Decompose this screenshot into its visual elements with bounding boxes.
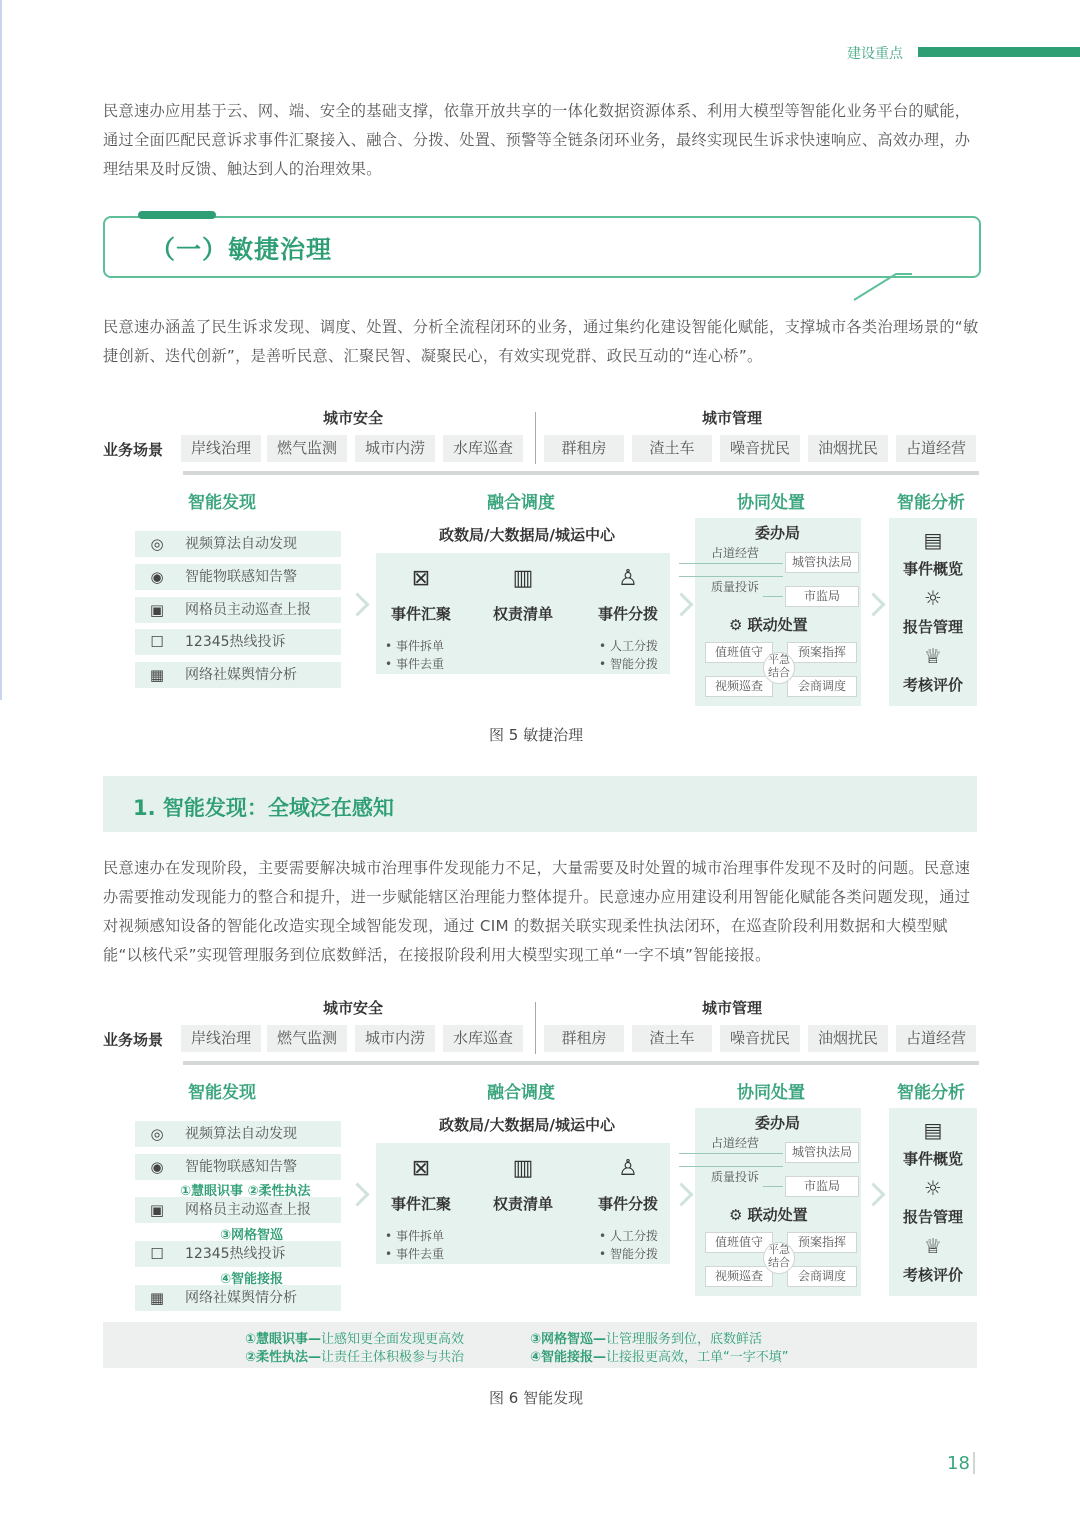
fuse-bullet-right: •	[599, 657, 607, 671]
chevron-right-icon	[861, 592, 885, 616]
discover-item	[135, 531, 341, 557]
fuse-bullet-right-label: 人工分拨	[610, 639, 659, 653]
figure6-diagram	[103, 990, 979, 1310]
column-head-fuse: 融合调度	[487, 493, 555, 513]
scene-tag: 燃气监测	[267, 435, 347, 462]
header-accent-bar	[918, 47, 1080, 57]
figure5-diagram	[103, 400, 979, 720]
chevron-right-icon	[861, 1182, 885, 1206]
iot-icon: ◉	[150, 1158, 164, 1176]
coop-head: 委办局	[755, 524, 801, 542]
coop-link-label: 联动处置	[747, 1206, 808, 1224]
column-head-analysis: 智能分析	[897, 1083, 965, 1103]
report-icon: ☼	[924, 586, 942, 610]
speech-tail-icon	[852, 270, 912, 302]
trophy-icon: ♕	[924, 1234, 942, 1258]
scene-tag: 群租房	[544, 1025, 624, 1052]
discover-item-label: 网格员主动巡查上报	[185, 602, 311, 618]
scene-tag: 岸线治理	[181, 1025, 261, 1052]
fuse-bullet-right: •	[599, 1247, 607, 1261]
scene-tag: 渣土车	[632, 435, 712, 462]
discover-item	[135, 629, 341, 655]
subsection-paragraph: 民意速办在发现阶段，主要需要解决城市治理事件发现能力不足，大量需要及时处置的城市治理事件发现不及时的问题。民意速办需要推动发现能力的整合和提升，进一步赋能辖区治理能力整体提升。民意速办应用建设利用智能化赋能各类问题发现，通过对视频感知设备的智能化改造实现全域智能发现，通过 CIM 的数据关联实现柔性执法闭环，在巡查阶段利用数据和大模型赋能“以核代采”实现管理服务到位底数鲜活，在接报阶段利用大模型实现工单“一字不填”智能接报。	[103, 859, 971, 964]
patrol-icon: ▣	[149, 601, 165, 619]
intro-paragraph: 民意速办应用基于云、网、端、安全的基础支撑，依靠开放共享的一体化数据资源体系、利用大模型等智能化业务平台的赋能，通过全面匹配民意诉求事件汇聚接入、融合、分拨、处置、预警等全链条闭环业务，最终实现民生诉求快速响应、高效办理，办理结果及时反馈、触达到人的治理效果。	[103, 102, 971, 178]
chevron-right-icon	[345, 1182, 369, 1206]
column-head-analysis: 智能分析	[897, 493, 965, 513]
coop-center-badge: 平急结合	[763, 1242, 795, 1274]
iot-icon: ◉	[150, 568, 164, 586]
overview-icon: ▤	[923, 528, 943, 552]
scene-tag: 岸线治理	[181, 435, 261, 462]
fuse-bullet-left: •	[385, 1247, 393, 1261]
discover-item	[135, 1197, 341, 1223]
scene-tag: 噪音扰民	[720, 1025, 800, 1052]
legend-item-3: ③网格智巡—让管理服务到位，底数鲜活	[530, 1332, 763, 1347]
coop-source-2: 质量投诉	[711, 580, 760, 594]
coop-box: 值班值守	[705, 642, 773, 663]
connector-line	[763, 1186, 783, 1187]
coop-link-label: 联动处置	[747, 616, 808, 634]
column-head-discover: 智能发现	[188, 1083, 256, 1103]
note-huiyan-rouxing: ①慧眼识事 ②柔性执法	[180, 1184, 311, 1199]
scene-label: 业务场景	[103, 441, 164, 459]
coop-box: 预案指挥	[787, 642, 857, 663]
discover-item-label: 网络社媒舆情分析	[185, 1290, 297, 1306]
scene-tag: 油烟扰民	[808, 435, 888, 462]
fuse-bullet-right: •	[599, 639, 607, 653]
coop-box: 值班值守	[705, 1232, 773, 1253]
fuse-bullet-left-label: 事件拆单	[396, 1229, 445, 1243]
list-icon: ▥	[512, 1156, 534, 1181]
fuse-item: 事件分拨	[597, 605, 658, 623]
group-city-safety: 城市安全	[323, 409, 384, 427]
column-head-coop: 协同处置	[737, 493, 805, 513]
connector-line	[679, 1166, 783, 1167]
scene-tag: 噪音扰民	[720, 435, 800, 462]
section-paragraph: 民意速办涵盖了民生诉求发现、调度、处置、分析全流程闭环的业务，通过集约化建设智能化赋能，支撑城市各类治理场景的“敏捷创新、迭代创新”，是善听民意、汇聚民智、凝聚民心，有效实现党群、政民互动的“连心桥”。	[103, 318, 979, 365]
chevron-right-icon	[345, 592, 369, 616]
video-icon: ◎	[150, 1125, 164, 1143]
discover-item	[135, 1121, 341, 1147]
gather-icon: ⊠	[411, 1156, 431, 1181]
legend-item-2: ②柔性执法—让责任主体积极参与共治	[245, 1350, 465, 1365]
scene-tag: 城市内涝	[355, 435, 435, 462]
fuse-top-label: 政数局/大数据局/城运中心	[439, 1116, 615, 1134]
fuse-item: 事件汇聚	[390, 1195, 451, 1213]
discover-item-label: 网格员主动巡查上报	[185, 1202, 311, 1218]
figure5-caption: 图 5 敏捷治理	[489, 726, 584, 744]
analysis-item: 考核评价	[902, 1266, 963, 1284]
group-city-management: 城市管理	[702, 999, 763, 1017]
gear-icon: ⚙	[729, 616, 748, 634]
gear-icon: ⚙	[729, 1206, 748, 1224]
fuse-bullet-left: •	[385, 1229, 393, 1243]
dispatch-icon: ♙	[618, 566, 638, 591]
coop-source-1: 占道经营	[711, 546, 760, 560]
note-smart-report: ④智能接报	[220, 1272, 284, 1287]
connector-line	[679, 563, 783, 564]
coop-box: 视频巡查	[705, 1266, 773, 1287]
legend-item-1: ①慧眼识事—让感知更全面发现更高效	[245, 1332, 465, 1347]
page-number: 18	[947, 1453, 970, 1474]
discover-item-label: 智能物联感知告警	[185, 569, 297, 585]
fuse-bullet-left: •	[385, 639, 393, 653]
column-head-fuse: 融合调度	[487, 1083, 555, 1103]
header-section-title: 建设重点	[847, 46, 903, 62]
connector-line	[679, 576, 783, 577]
section-title-tab	[138, 211, 216, 219]
coop-target-1: 城管执法局	[785, 552, 859, 573]
fuse-item: 事件汇聚	[390, 605, 451, 623]
phone-icon: ☐	[150, 1245, 164, 1263]
scene-tag: 水库巡查	[443, 435, 523, 462]
coop-box: 视频巡查	[705, 676, 773, 697]
coop-source-1: 占道经营	[711, 1136, 760, 1150]
scene-tag: 占道经营	[896, 1025, 976, 1052]
overview-icon: ▤	[923, 1118, 943, 1142]
column-head-discover: 智能发现	[188, 493, 256, 513]
video-icon: ◎	[150, 535, 164, 553]
discover-item-label: 网络社媒舆情分析	[185, 667, 297, 683]
discover-item-label: 视频算法自动发现	[185, 1126, 297, 1142]
connector-line	[679, 1153, 783, 1154]
coop-link-row	[729, 1204, 808, 1225]
page-number-divider	[973, 1452, 975, 1474]
patrol-icon: ▣	[149, 1201, 165, 1219]
fuse-bullet-right: •	[599, 1229, 607, 1243]
discover-item	[135, 597, 341, 623]
phone-icon: ☐	[150, 633, 164, 651]
note-grid-patrol: ③网格智巡	[220, 1228, 284, 1243]
discover-item	[135, 1285, 341, 1311]
chevron-right-icon	[669, 592, 693, 616]
figure6-caption: 图 6 智能发现	[489, 1389, 584, 1407]
coop-box: 会商调度	[787, 1266, 857, 1287]
scene-tag: 燃气监测	[267, 1025, 347, 1052]
scene-tag: 油烟扰民	[808, 1025, 888, 1052]
discover-item	[135, 1154, 341, 1180]
column-head-coop: 协同处置	[737, 1083, 805, 1103]
analysis-item: 报告管理	[902, 1208, 963, 1226]
analysis-item: 事件概览	[902, 560, 963, 578]
scene-tag: 占道经营	[896, 435, 976, 462]
list-icon: ▥	[512, 566, 534, 591]
scene-divider	[535, 412, 536, 464]
coop-head: 委办局	[755, 1114, 801, 1132]
trophy-icon: ♕	[924, 644, 942, 668]
section-title: （一）敏捷治理	[150, 235, 333, 264]
group-city-safety: 城市安全	[323, 999, 384, 1017]
scene-tag: 群租房	[544, 435, 624, 462]
media-icon: ▦	[149, 666, 165, 684]
fuse-bullet-left-label: 事件去重	[396, 657, 445, 671]
fuse-top-label: 政数局/大数据局/城运中心	[439, 526, 615, 544]
fuse-bullet-right-label: 智能分拨	[610, 1247, 659, 1261]
scene-tag: 城市内涝	[355, 1025, 435, 1052]
coop-link-row	[729, 614, 808, 635]
discover-item	[135, 662, 341, 688]
discover-item-label: 12345热线投诉	[185, 634, 286, 650]
fuse-bullet-left-label: 事件去重	[396, 1247, 445, 1261]
connector-line	[763, 596, 783, 597]
fuse-bullet-left-label: 事件拆单	[396, 639, 445, 653]
fuse-bullet-right-label: 智能分拨	[610, 657, 659, 671]
coop-source-2: 质量投诉	[711, 1170, 760, 1184]
discover-item	[135, 1241, 341, 1267]
coop-target-2: 市监局	[785, 586, 859, 607]
scene-baseline	[183, 471, 979, 475]
discover-item-label: 智能物联感知告警	[185, 1159, 297, 1175]
analysis-item: 考核评价	[902, 676, 963, 694]
fuse-item: 事件分拨	[597, 1195, 658, 1213]
discover-item-label: 视频算法自动发现	[185, 536, 297, 552]
discover-item-label: 12345热线投诉	[185, 1246, 286, 1262]
fuse-item: 权责清单	[492, 605, 553, 623]
fuse-bullet-right-label: 人工分拨	[610, 1229, 659, 1243]
dispatch-icon: ♙	[618, 1156, 638, 1181]
analysis-item: 报告管理	[902, 618, 963, 636]
scene-label: 业务场景	[103, 1031, 164, 1049]
subsection-title: 1. 智能发现：全域泛在感知	[133, 796, 394, 820]
coop-box: 会商调度	[787, 676, 857, 697]
gather-icon: ⊠	[411, 566, 431, 591]
fuse-item: 权责清单	[492, 1195, 553, 1213]
legend-item-4: ④智能接报—让接报更高效，工单“一字不填”	[530, 1350, 789, 1365]
left-edge-line	[0, 0, 2, 700]
coop-box: 预案指挥	[787, 1232, 857, 1253]
media-icon: ▦	[149, 1289, 165, 1307]
scene-tag: 水库巡查	[443, 1025, 523, 1052]
coop-target-2: 市监局	[785, 1176, 859, 1197]
scene-divider	[535, 1002, 536, 1054]
group-city-management: 城市管理	[702, 409, 763, 427]
scene-baseline	[183, 1061, 979, 1065]
report-icon: ☼	[924, 1176, 942, 1200]
coop-center-badge: 平急结合	[763, 652, 795, 684]
chevron-right-icon	[669, 1182, 693, 1206]
fuse-bullet-left: •	[385, 657, 393, 671]
coop-target-1: 城管执法局	[785, 1142, 859, 1163]
scene-tag: 渣土车	[632, 1025, 712, 1052]
analysis-item: 事件概览	[902, 1150, 963, 1168]
discover-item	[135, 564, 341, 590]
